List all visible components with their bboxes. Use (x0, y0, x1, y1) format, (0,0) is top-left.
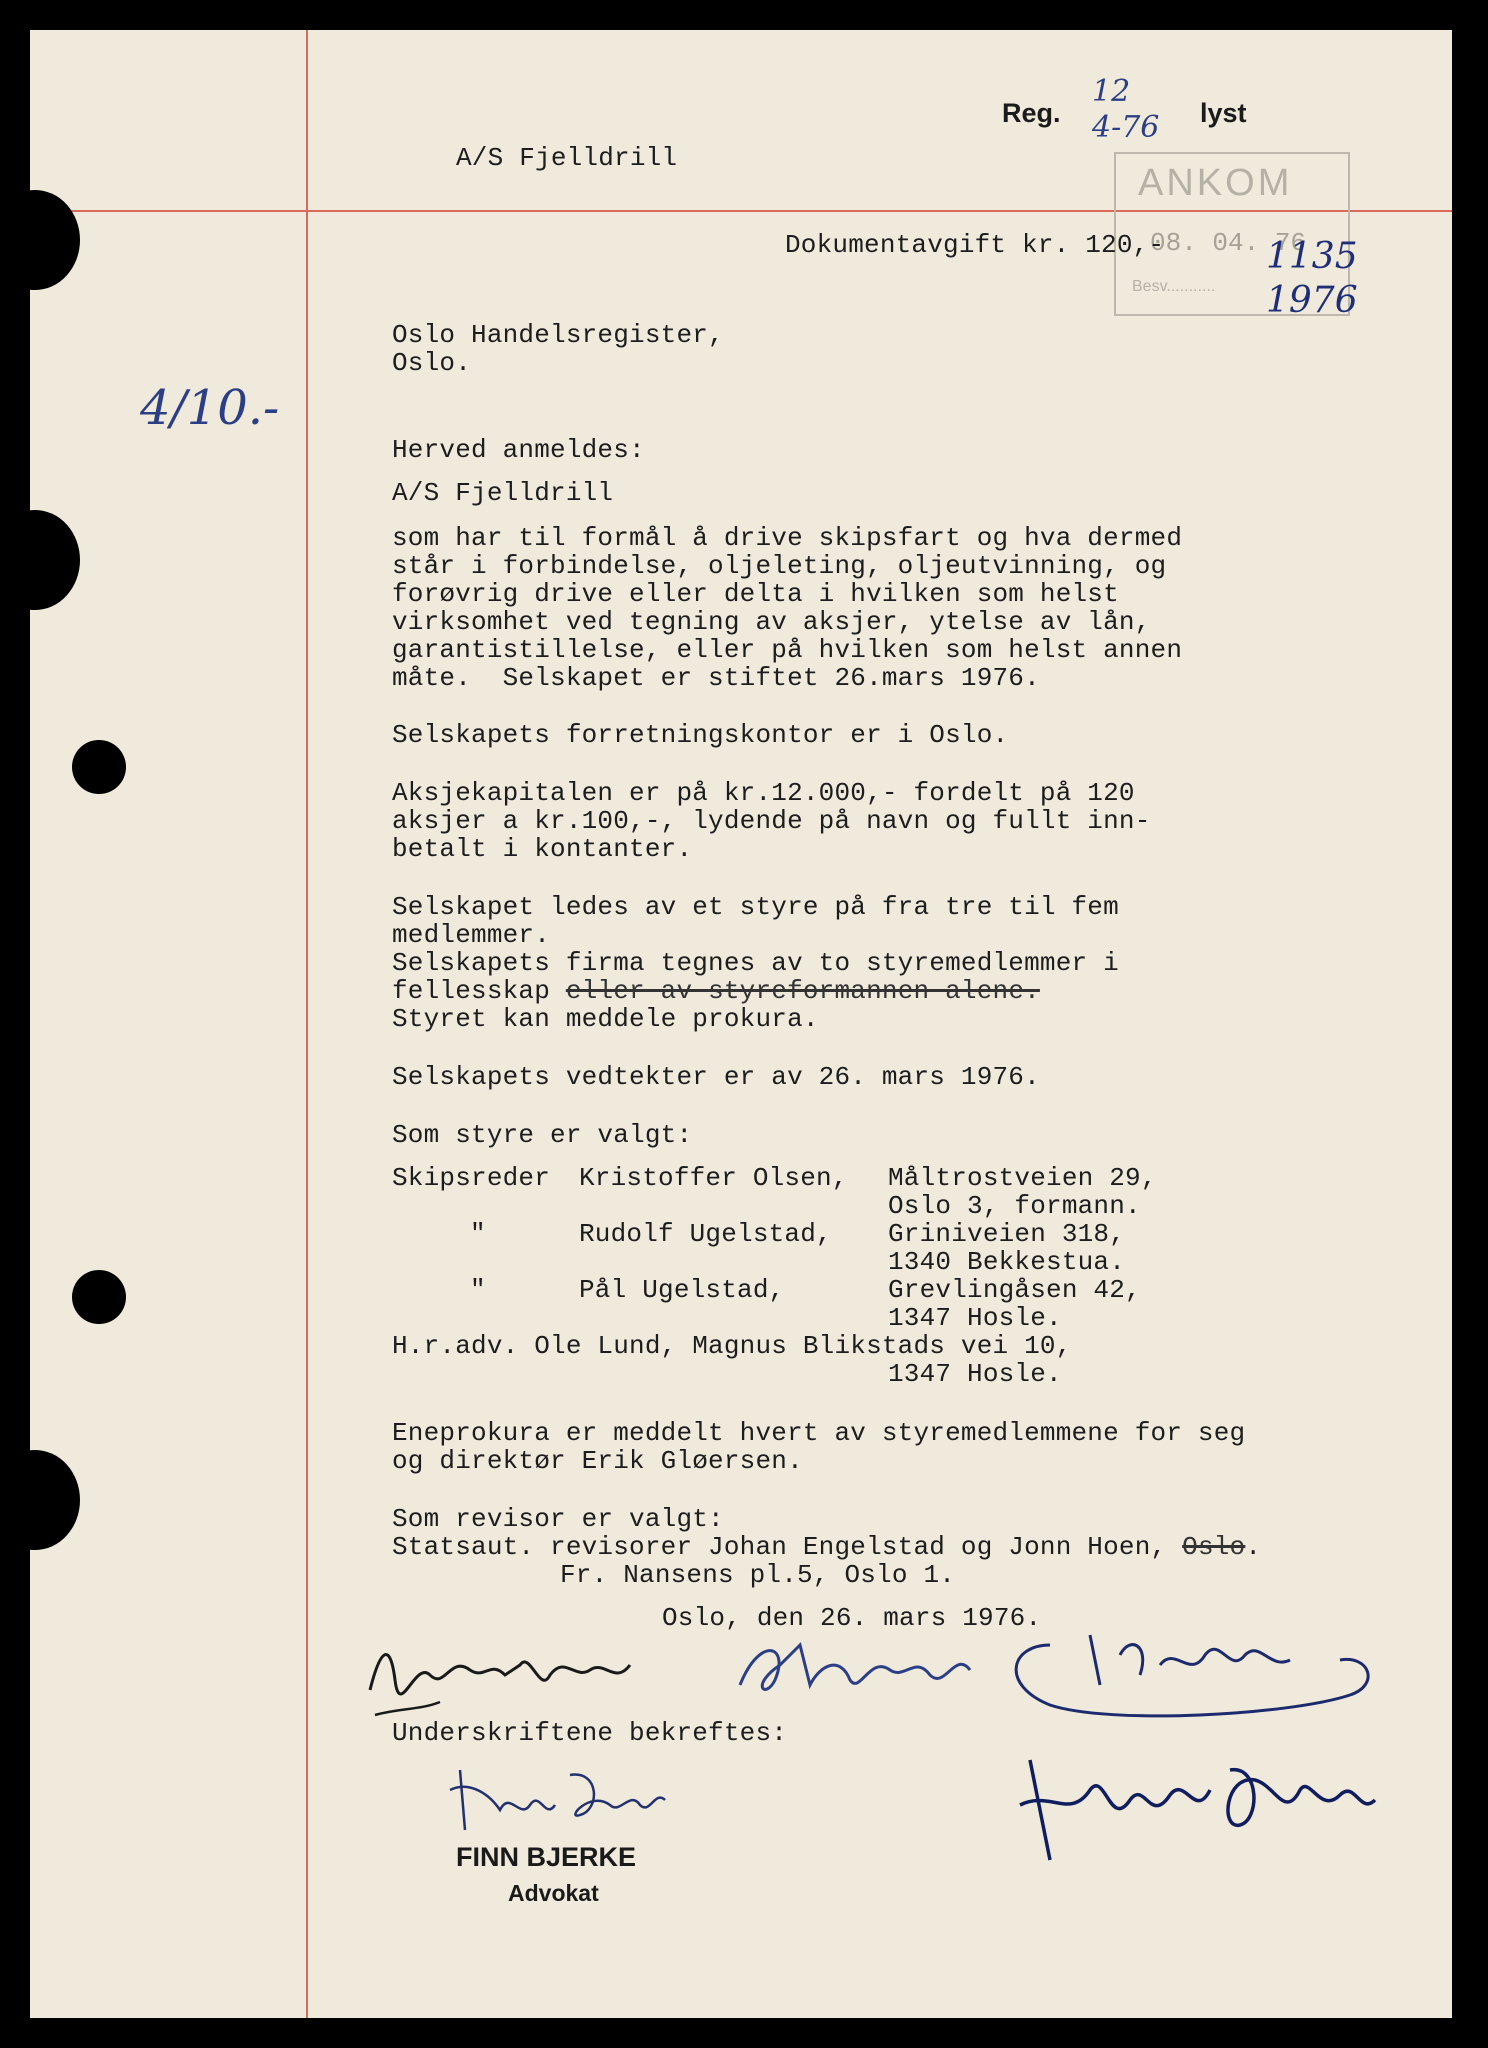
board-rule-line: fellesskap eller av styreformannen alene. (392, 976, 1040, 1006)
signature-rudolf-ugelstad (360, 1620, 760, 1730)
member-address: Grevlingåsen 42, (888, 1275, 1141, 1305)
office-line: Selskapets forretningskontor er i Oslo. (392, 720, 1009, 750)
punch-hole (30, 1450, 80, 1550)
prokura-line: Eneprokura er meddelt hvert av styremedlemmene for seg (392, 1418, 1246, 1448)
auditor-heading: Som revisor er valgt: (392, 1504, 724, 1534)
lawyer-stamp-name: FINN BJERKE (456, 1842, 637, 1872)
member-title: " (470, 1219, 486, 1249)
punch-hole (30, 190, 80, 290)
capital-line: betalt i kontanter. (392, 834, 693, 864)
member-address: Oslo 3, formann. (888, 1191, 1141, 1221)
board-heading: Som styre er valgt: (392, 1120, 693, 1150)
place-date: Oslo, den 26. mars 1976. (662, 1603, 1042, 1633)
document-page (30, 30, 1452, 2018)
board-rule-line: Selskapet ledes av et styre på fra tre til fem (392, 892, 1119, 922)
company-name: A/S Fjelldrill (392, 478, 614, 508)
received-date: 08. 04. 76 (1150, 228, 1307, 258)
recipient-line-1: Oslo Handelsregister, (392, 320, 724, 350)
member-line: H.r.adv. Ole Lund, Magnus Blikstads vei 10, (392, 1331, 1072, 1361)
struck-text: eller av styreformannen alene. (565, 976, 1040, 1006)
confirmation-label: Underskriftene bekreftes: (392, 1718, 788, 1748)
reg-handwritten: 12 4-76 (1092, 74, 1160, 145)
member-name: Kristoffer Olsen, (579, 1163, 848, 1193)
capital-line: aksjer a kr.100,-, lydende på navn og fullt inn- (392, 806, 1151, 836)
member-address: Griniveien 318, (888, 1219, 1126, 1249)
auditor-address: Fr. Nansens pl.5, Oslo 1. (560, 1560, 956, 1590)
document-fee: Dokumentavgift kr. 120,- (785, 230, 1165, 260)
reg-suffix: lyst (1200, 98, 1247, 128)
intro: Herved anmeldes: (392, 435, 645, 465)
prokura-line: og direktør Erik Gløersen. (392, 1446, 803, 1476)
punch-hole (30, 510, 80, 610)
purpose-line: forøvrig drive eller delta i hvilken som helst (392, 579, 1119, 609)
member-title: " (470, 1275, 486, 1305)
recipient-line-2: Oslo. (392, 348, 472, 378)
signature-ole-lund (730, 1625, 1030, 1715)
member-title: Skipsreder (392, 1163, 551, 1193)
signature-finn-bjerke (440, 1750, 700, 1840)
punch-hole (72, 1270, 126, 1324)
member-name: Rudolf Ugelstad, (579, 1219, 832, 1249)
board-rule-line: Selskapets firma tegnes av to styremedlemmer i (392, 948, 1119, 978)
purpose-line: som har til formål å drive skipsfart og hva dermed (392, 523, 1183, 553)
margin-line (306, 30, 308, 2018)
purpose-line: virksomhet ved tegning av aksjer, ytelse av lån, (392, 607, 1151, 637)
member-address: 1340 Bekkestua. (888, 1247, 1126, 1277)
purpose-line: står i forbindelse, oljeleting, oljeutvinning, og (392, 551, 1167, 581)
member-address: 1347 Hosle. (888, 1303, 1062, 1333)
struck-text: Oslo (1182, 1532, 1246, 1562)
board-rule-line: Styret kan meddele prokura. (392, 1004, 819, 1034)
capital-line: Aksjekapitalen er på kr.12.000,- fordelt på 120 (392, 778, 1135, 808)
signature-kristoffer-olsen (1010, 1730, 1390, 1880)
reg-label: Reg. (1002, 98, 1061, 128)
statutes-line: Selskapets vedtekter er av 26. mars 1976. (392, 1062, 1040, 1092)
received-stamp: ANKOM Besv........... (1114, 152, 1350, 316)
member-name: Pål Ugelstad, (579, 1275, 785, 1305)
journal-number: 1135 1976 (1266, 236, 1358, 321)
member-address: 1347 Hosle. (888, 1359, 1062, 1389)
punch-hole (72, 740, 126, 794)
member-address: Måltrostveien 29, (888, 1163, 1157, 1193)
purpose-line: garantistillelse, eller på hvilken som helst annen (392, 635, 1183, 665)
margin-note: 4/10.- (140, 380, 280, 436)
auditor-line: Statsaut. revisorer Johan Engelstad og Jonn Hoen, Oslo. (392, 1532, 1262, 1562)
company-header: A/S Fjelldrill (456, 143, 678, 173)
purpose-line: måte. Selskapet er stiftet 26.mars 1976. (392, 663, 1040, 693)
board-rule-line: medlemmer. (392, 920, 551, 950)
lawyer-stamp-title: Advokat (508, 1880, 599, 1906)
